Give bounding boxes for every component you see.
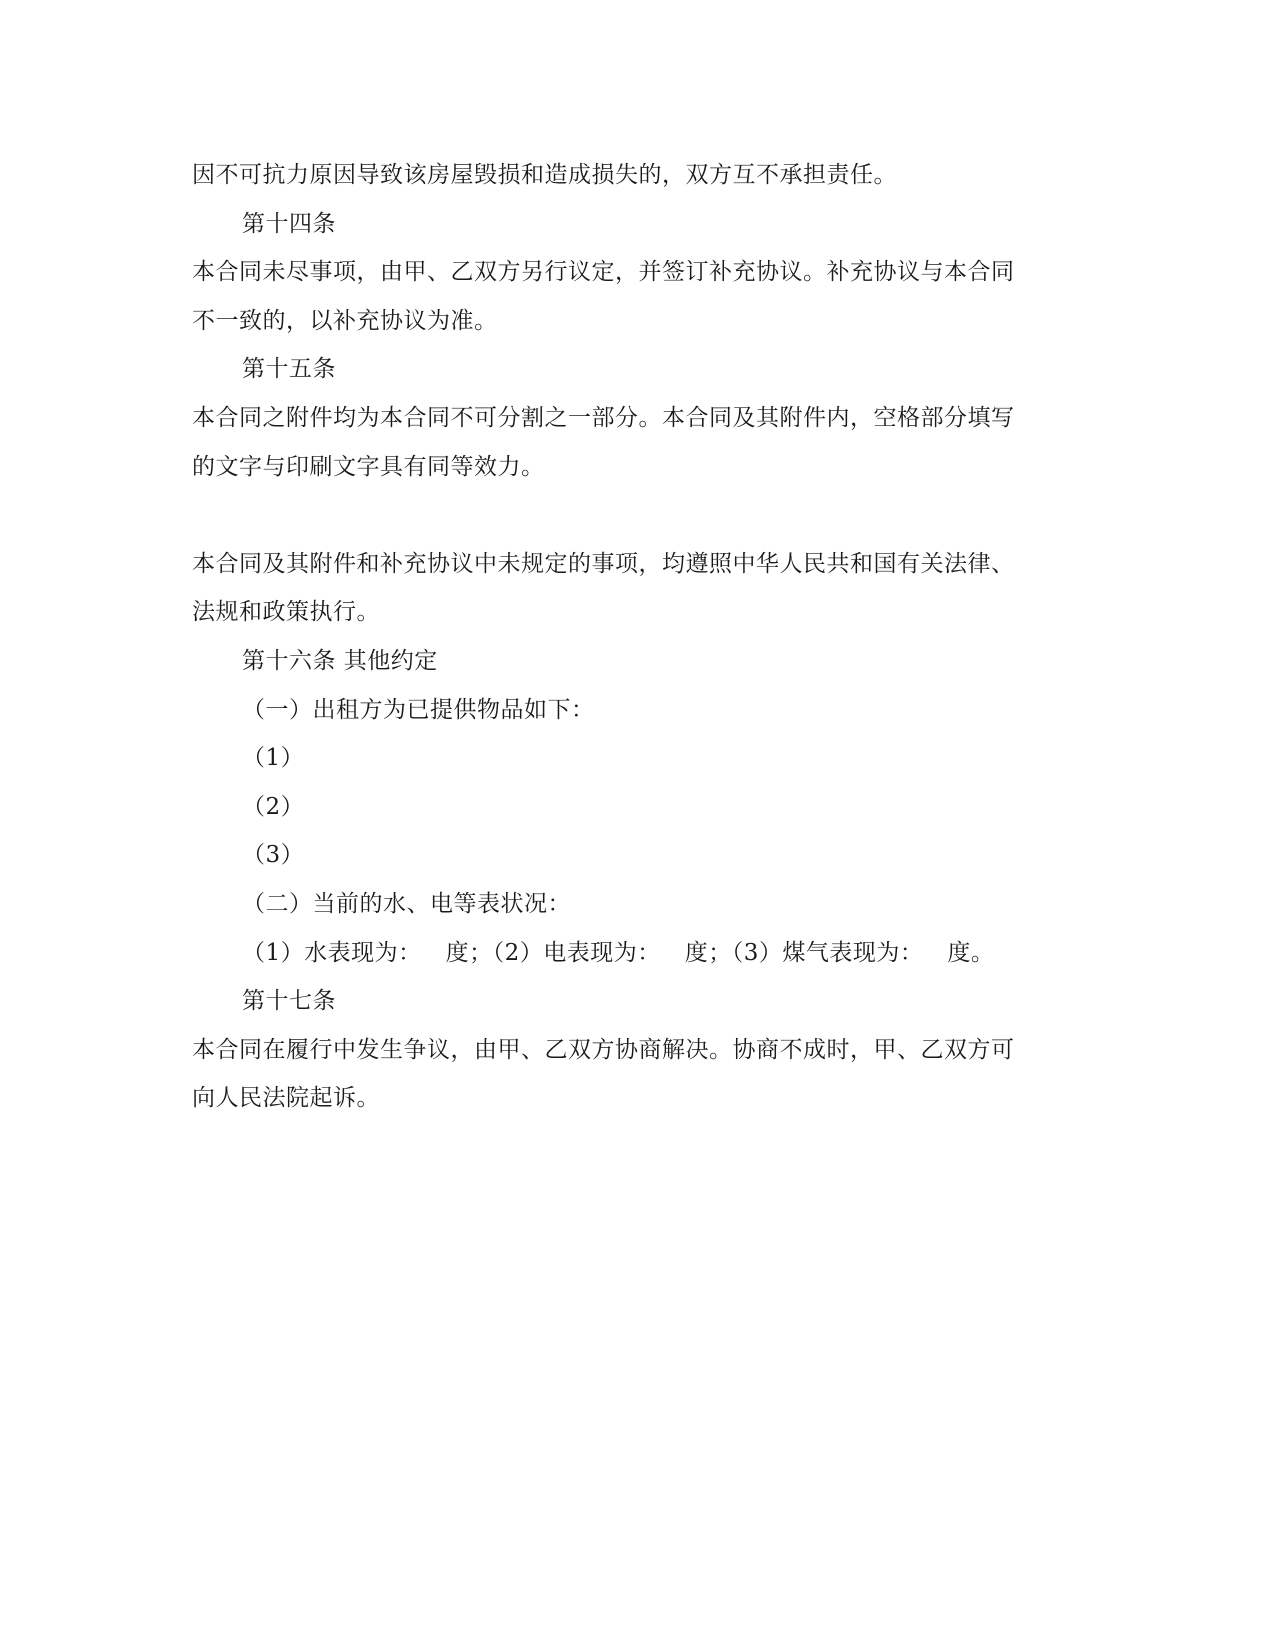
article-15-text-line-1: 本合同之附件均为本合同不可分割之一部分。本合同及其附件内，空格部分填写 xyxy=(192,404,1015,431)
water-meter-unit: 度； xyxy=(445,939,493,966)
meter-status-heading: （二）当前的水、电等表状况： xyxy=(242,890,571,917)
provided-item-1: （1） xyxy=(242,745,305,772)
article-15-law-line-1: 本合同及其附件和补充协议中未规定的事项，均遵照中华人民共和国有关法律、 xyxy=(192,550,1015,577)
article-17-text-line-2: 向人民法院起诉。 xyxy=(192,1085,380,1112)
article-17-text-line-1: 本合同在履行中发生争议，由甲、乙双方协商解决。协商不成时，甲、乙双方可 xyxy=(192,1036,1015,1063)
document-body xyxy=(192,151,1082,1123)
gas-meter-unit: 度。 xyxy=(947,939,995,966)
article-14-text-line-1: 本合同未尽事项，由甲、乙双方另行议定，并签订补充协议。补充协议与本合同 xyxy=(192,259,1015,286)
gas-meter-label: （3）煤气表现为： xyxy=(731,939,924,966)
article-14-heading: 第十四条 xyxy=(242,210,336,237)
provided-item-3: （3） xyxy=(242,842,305,869)
article-14-text-line-2: 不一致的，以补充协议为准。 xyxy=(192,307,498,334)
article-17-heading: 第十七条 xyxy=(242,988,336,1015)
water-meter-label: （1）水表现为： xyxy=(242,939,422,966)
blank-line xyxy=(192,491,1082,540)
provided-item-2: （2） xyxy=(242,793,305,820)
paragraph-force-majeure: 因不可抗力原因导致该房屋毁损和造成损失的，双方互不承担责任。 xyxy=(192,162,897,188)
article-15-text-line-2: 的文字与印刷文字具有同等效力。 xyxy=(192,453,545,480)
article-15-law-line-2: 法规和政策执行。 xyxy=(192,599,380,626)
electric-meter-label: （2）电表现为： xyxy=(492,939,661,966)
meter-readings-line xyxy=(192,929,1082,978)
electric-meter-unit: 度； xyxy=(684,939,732,966)
article-15-heading: 第十五条 xyxy=(242,356,336,383)
provided-items-heading: （一）出租方为已提供物品如下： xyxy=(242,696,595,723)
article-16-heading: 第十六条 其他约定 xyxy=(242,647,438,674)
